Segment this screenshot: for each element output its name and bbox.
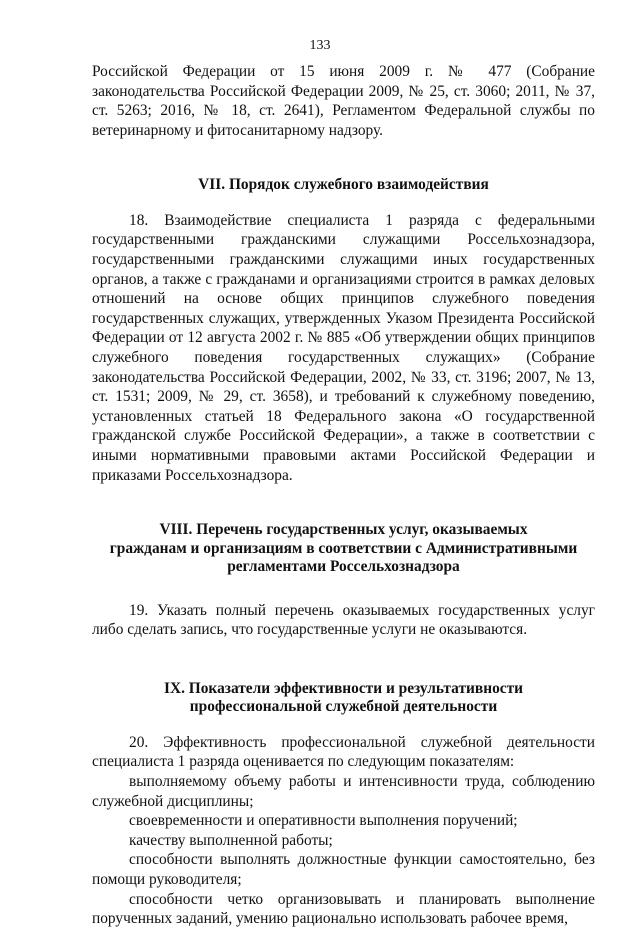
intro-paragraph: Российской Федерации от 15 июня 2009 г. № 477 (Собрание законодательства Российской Федерации 2009, № 25, ст. 3060; 2011, № 37, ст. 5263; 2016, № 18, ст. 2641), Регламентом Федеральной службы по ветеринарному и фитосанитарному надзору. (92, 63, 595, 139)
section-8-title-line-2: гражданам и организациям в соответствии с Административными (109, 539, 578, 557)
page-number: 133 (309, 38, 331, 53)
paragraph-18: 18. Взаимодействие специалиста 1 разряда с федеральными государственными гражданскими служащими Россельхознадзора, государственными гражданскими служащими иных государственных органов, а также с гражданами и организациями строится в рамках деловых отношений на основе общих принципов служебного поведения государственных служащих, утвержденных Указом Президента Российской Федерации от 12 августа 2002 г. № 885 «Об утверждении общих принципов служебного поведения государственных служащих» (Собрание законодательства Российской Федерации, 2002, № 33, ст. 3196; 2007, № 13, ст. 1531; 2009, № 29, ст. 3658), и требований к служебному поведению, установленных статьей 18 Федерального закона «О государственной гражданской службе Российской Федерации», а также в соответствии с иными нормативными правовыми актами Российской Федерации и приказами Россельхознадзора. (92, 211, 595, 484)
section-8-title-line-1: VIII. Перечень государственных услуг, оказываемых (159, 521, 528, 539)
section-8-title (92, 521, 595, 577)
section-9-title-line-1: IX. Показатели эффективности и результативности (163, 679, 524, 697)
indicator-item: способности выполнять должностные функции самостоятельно, без помощи руководителя; (92, 851, 595, 889)
indicator-item: выполняемому объему работы и интенсивности труда, соблюдению служебной дисциплины; (92, 773, 595, 810)
section-7-title: VII. Порядок служебного взаимодействия (198, 176, 489, 194)
section-9-title (92, 680, 595, 717)
section-8-title-line-3: регламентами Россельхознадзора (227, 558, 460, 576)
paragraph-19: 19. Указать полный перечень оказываемых государственных услуг либо сделать запись, что государственные услуги не оказываются. (92, 601, 595, 639)
section-9-title-line-2: профессиональной служебной деятельности (189, 698, 498, 716)
paragraph-20: 20. Эффективность профессиональной служебной деятельности специалиста 1 разряда оценивается по следующим показателям: (92, 733, 595, 771)
indicator-item: качеству выполненной работы; (129, 831, 333, 849)
indicator-item: способности четко организовывать и планировать выполнение порученных заданий, умению рационально использовать рабочее время, (92, 890, 595, 928)
page-content (92, 62, 595, 929)
indicator-item: своевременности и оперативности выполнения поручений; (129, 812, 518, 830)
